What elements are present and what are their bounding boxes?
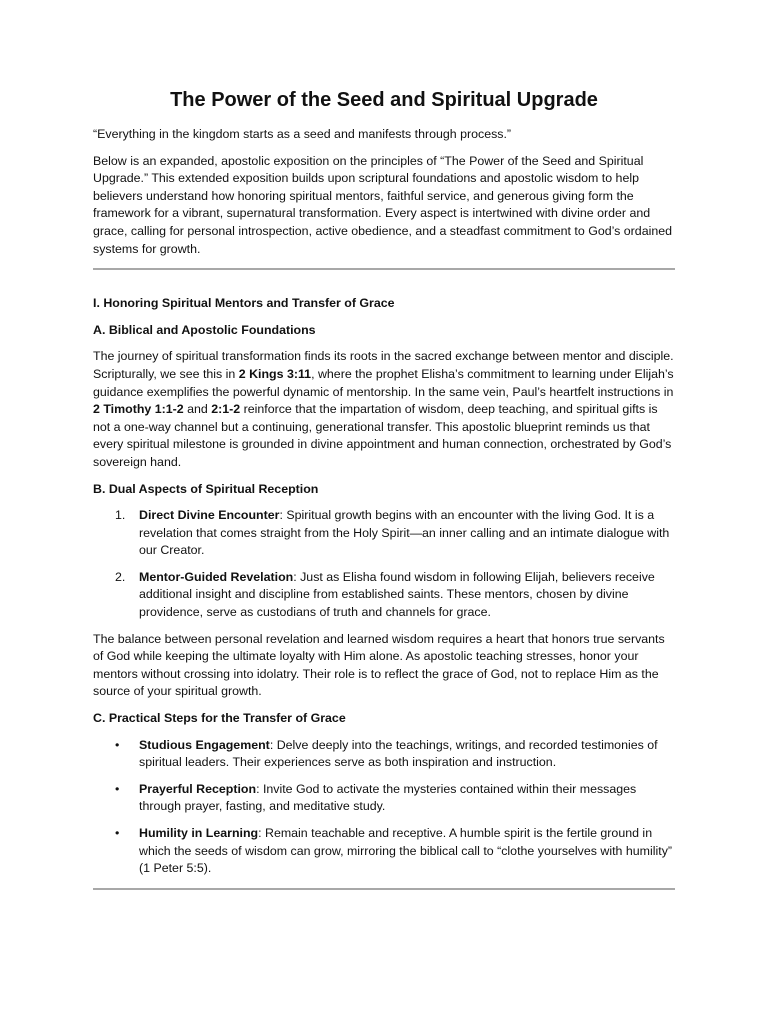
list-number: 1. (115, 508, 126, 523)
section-heading: I. Honoring Spiritual Mentors and Transfer of Grace (93, 296, 395, 311)
horizontal-rule (93, 888, 675, 890)
bullet-icon: • (115, 781, 120, 796)
list-number: 2. (115, 569, 126, 584)
intro-paragraph: Below is an expanded, apostolic exposition on the principles of “The Power of the Seed and Spiritual Upgrade.” This extended exposition builds upon scriptural foundations and apostolic wisdom to help believers understand how honoring spiritual mentors, faithful service, and generous giving form the framework for a vibrant, supernatural transformation. Every aspect is intertwined with divine order and grace, calling for personal introspection, active obedience, and a steadfast commitment to God’s ordained systems for growth. (93, 153, 673, 256)
scripture-ref-2-timothy: 2 Timothy 1:1-2 (93, 402, 184, 417)
subsection-heading-a: A. Biblical and Apostolic Foundations (93, 322, 316, 337)
list-item-term: Mentor-Guided Revelation (139, 569, 294, 584)
bullet-list (93, 737, 675, 878)
foundations-paragraph (93, 348, 675, 471)
foundations-text-2: , where the prophet Elisha’s commitment to learning under Elijah’s guidance exemplifies the powerful dynamic of mentorship. In the same vein, Paul’s heartfelt instructions in (93, 366, 674, 399)
list-item-text: : Invite God to activate the mysteries contained within their messages through prayer, fasting, and meditative study. (139, 781, 637, 814)
list-item (93, 507, 675, 560)
list-item-term: Direct Divine Encounter (139, 508, 280, 523)
bullet-icon: • (115, 737, 120, 752)
horizontal-rule (93, 268, 675, 270)
list-item-text: : Delve deeply into the teachings, writings, and recorded testimonies of spiritual leaders. Their experiences serve as both inspiration and instruction. (139, 737, 658, 770)
list-item (93, 825, 675, 878)
list-item-text: : Just as Elisha found wisdom in following Elijah, believers receive additional insight and discipline from established saints. These mentors, chosen by divine providence, serve as custodians of truth and channels for grace. (139, 569, 655, 620)
document-title: The Power of the Seed and Spiritual Upgrade (170, 89, 598, 111)
list-item-text: : Remain teachable and receptive. A humble spirit is the fertile ground in which the seeds of wisdom can grow, mirroring the biblical call to “clothe yourselves with humility” (1 Peter 5:5). (139, 826, 673, 876)
list-item (93, 569, 675, 622)
list-item-term: Studious Engagement (139, 737, 270, 752)
numbered-list (93, 507, 675, 622)
scripture-ref-2-1-2: 2:1-2 (211, 402, 241, 417)
list-item-text: : Spiritual growth begins with an encounter with the living God. It is a revelation that comes straight from the Holy Spirit—an inner calling and an intimate dialogue with our Creator. (139, 508, 670, 558)
subsection-heading-b: B. Dual Aspects of Spiritual Reception (93, 481, 319, 496)
list-item (93, 737, 675, 772)
opening-quote: “Everything in the kingdom starts as a seed and manifests through process.” (93, 127, 512, 141)
scripture-ref-2-kings: 2 Kings 3:11 (238, 366, 312, 381)
bullet-icon: • (115, 826, 120, 840)
list-item-term: Humility in Learning (139, 826, 259, 840)
balance-paragraph: The balance between personal revelation and learned wisdom requires a heart that honors true servants of God while keeping the ultimate loyalty with Him alone. As apostolic teaching stresses, honor your mentors without crossing into idolatry. Their role is to reflect the grace of God, not to replace Him as the source of your spiritual growth. (93, 631, 665, 699)
subsection-heading-c: C. Practical Steps for the Transfer of Grace (93, 711, 346, 726)
foundations-text-3: and (183, 402, 212, 417)
list-item-term: Prayerful Reception (139, 781, 257, 796)
list-item (93, 781, 675, 816)
foundations-text-4: reinforce that the impartation of wisdom, deep teaching, and spiritual gifts is not a one-way channel but a continuing, generational transfer. This apostolic blueprint reminds us that every spiritual milestone is grounded in divine appointment and human connection, orchestrated by God’s sovereign hand. (93, 402, 672, 469)
foundations-text-1: The journey of spiritual transformation finds its roots in the sacred exchange between mentor and disciple. Scripturally, we see this in (93, 349, 674, 381)
